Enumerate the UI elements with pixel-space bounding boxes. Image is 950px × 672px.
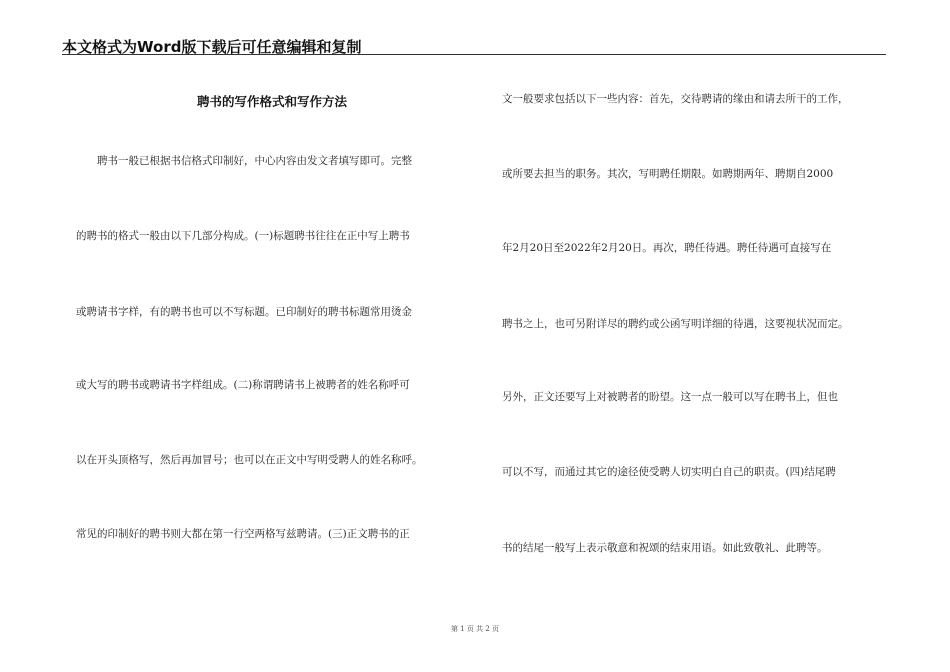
body-line: 常见的印制好的聘书则大都在第一行空两格写兹聘请。(三)正文聘书的正 [76, 528, 410, 540]
body-line: 书的结尾一般写上表示敬意和祝颂的结束用语。如此致敬礼、此聘等。 [502, 542, 828, 554]
left-column [76, 0, 468, 620]
body-line: 的聘书的格式一般由以下几部分构成。(一)标题聘书往往在正中写上聘书 [76, 230, 410, 242]
body-line: 以在开头顶格写，然后再加冒号；也可以在正文中写明受聘人的姓名称呼。 [76, 454, 423, 466]
body-line: 可以不写，而通过其它的途径使受聘人切实明白自己的职责。(四)结尾聘 [502, 466, 836, 478]
body-line: 或大写的聘书或聘请书字样组成。(二)称谓聘请书上被聘者的姓名称呼可 [76, 379, 410, 391]
body-line: 或聘请书字样，有的聘书也可以不写标题。已印制好的聘书标题常用烫金 [76, 306, 412, 318]
body-line: 聘书一般已根据书信格式印制好，中心内容由发文者填写即可。完整 [97, 155, 412, 167]
word-download-banner: 本文格式为Word版下载后可任意编辑和复制 [62, 38, 362, 56]
document-title: 聘书的写作格式和写作方法 [196, 94, 347, 109]
right-column [502, 0, 894, 620]
body-line: 或所要去担当的职务。其次，写明聘任期限。如聘期两年、聘期自2000 [502, 168, 834, 180]
page-number: 第 1 页 共 2 页 [450, 625, 500, 633]
body-line: 年2月20日至2022年2月20日。再次，聘任待遇。聘任待遇可直接写在 [502, 242, 832, 254]
body-line: 文一般要求包括以下一些内容：首先，交待聘请的缘由和请去所干的工作， [502, 93, 849, 105]
body-line: 聘书之上，也可另附详尽的聘约或公函写明详细的待遇，这要视状况而定。 [502, 318, 849, 330]
body-line: 另外，正文还要写上对被聘者的盼望。这一点一般可以写在聘书上，但也 [502, 391, 838, 403]
